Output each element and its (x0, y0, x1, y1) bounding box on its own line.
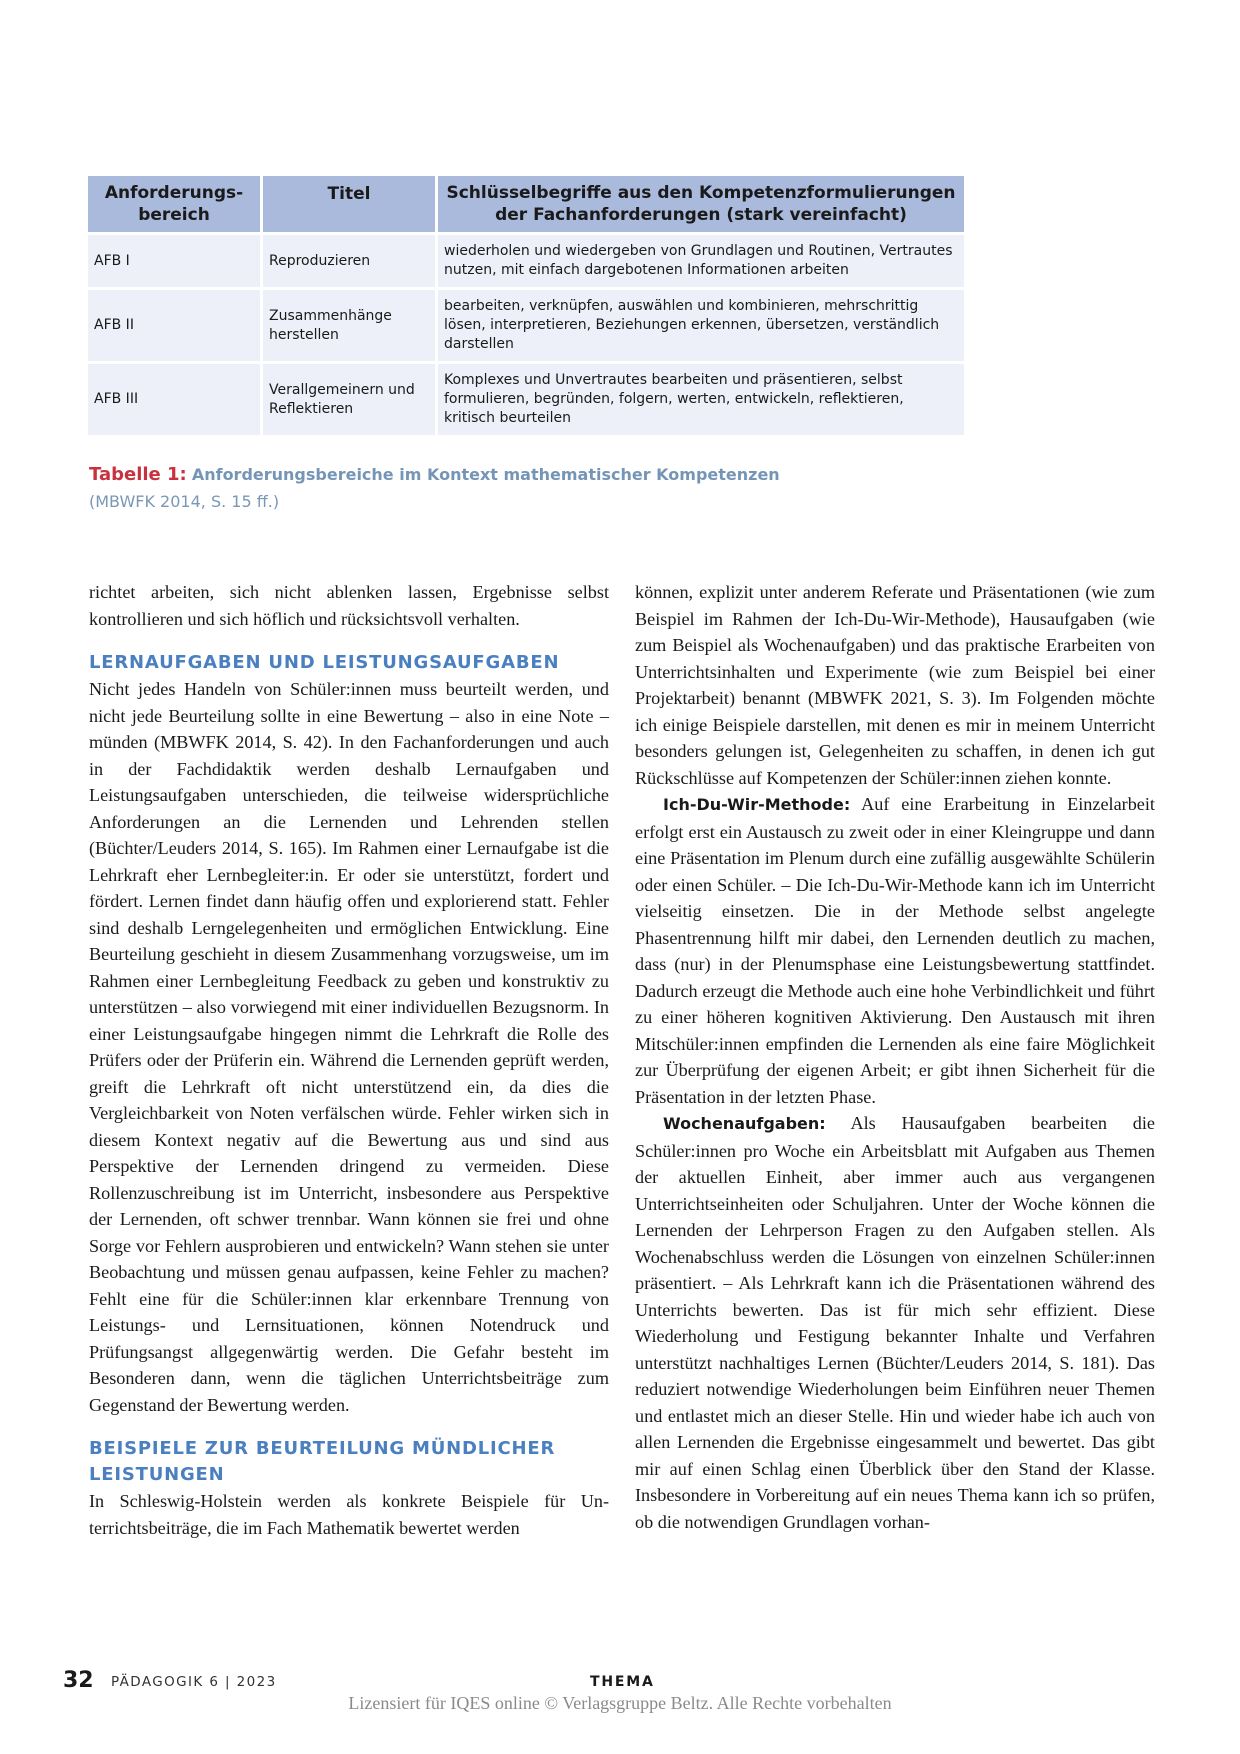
run-in-heading-wochenaufgaben: Wochenaufgaben: (663, 1114, 826, 1133)
wochenaufgaben-paragraph (635, 1110, 1155, 1535)
header-bereich-line2: bereich (138, 205, 210, 225)
page-number: 32 (63, 1668, 94, 1693)
body-paragraph: In Schleswig-Holstein werden als konkrete Beispiele für Unterrichtsbeiträge, die im Fach Mathematik bewertet werden (89, 1491, 609, 1538)
cell-bereich: AFB II (88, 290, 260, 361)
table-caption (89, 461, 969, 515)
run-in-heading-ich-du-wir: Ich-Du-Wir-Methode: (663, 795, 851, 814)
journal-issue: PÄDAGOGIK 6 | 2023 (111, 1674, 277, 1690)
header-schluesselbegriffe-line1: Schlüsselbegriffe aus den Kompetenzformulierungen (446, 183, 956, 203)
caption-label: Tabelle 1: (89, 464, 187, 485)
header-bereich (88, 176, 260, 232)
caption-title: Anforderungsbereiche im Kontext mathematischer Kompetenzen (191, 465, 780, 484)
cell-titel: Verallgemeinern und Reflektieren (263, 364, 435, 435)
cell-titel: Reproduzieren (263, 235, 435, 287)
table-row (88, 235, 964, 287)
wochenaufgaben-text: Als Hausaufgaben bearbeiten die Schüler:innen pro Woche ein Arbeitsblatt mit Aufgaben aus Themen der aktuellen Einheit, aber immer auch aus vergangenen Unterrichtseinheiten oder Schuljahren. Unter der Woche können die Lernenden der Lehrperson Fragen zu den Aufgaben stellen. Als Wochenabschluss werden die Lösungen von einzelnen Schüler:innen präsentiert. – Als Lehrkraft kann ich die Präsentationen während des Unterrichts bewerten. Das ist für mich sehr effizient. Diese Wiederholung und Festigung bekannter Inhalte und Verfahren unterstützt nachhaltiges Lernen (Büchter/Leuders 2014, S. 181). Das reduziert notwendige Wiederholungen beim Einführen neuer Themen und entlastet mich an dieser Stelle. Hin und wieder habe ich auch von allen Lernenden die Ergebnisse eingesammelt und bewertet. Das gibt mir auf einen Schlag einen Überblick über den Stand der Klasse. Insbesondere in Vorbereitung auf ein neues Thema kann ich so prüfen, ob die notwendigen Grundlagen vorhan- (635, 1113, 1155, 1532)
cell-begriffe: bearbeiten, verknüpfen, auswählen und kombinieren, mehrschrittig lösen, interpretieren, Beziehungen erkennen, übersetzen, verständlich darstellen (438, 290, 964, 361)
section-label: THEMA (590, 1674, 655, 1690)
header-bereich-line1: Anforderungs- (104, 183, 244, 203)
cell-begriffe: wiederholen und wiedergeben von Grundlagen und Routinen, Vertrautes nutzen, mit einfach dargebotenen Informationen arbeiten (438, 235, 964, 287)
body-paragraph: Nicht jedes Handeln von Schüler:innen muss beurteilt werden, und nicht jede Beurteilung sollte in eine Bewertung – also in eine Note – münden (MBWFK 2014, S. 42). In den Fachanforderungen und auch in der Fachdidaktik werden deshalb Lernaufgaben und Leistungsaufgaben unterschieden, die teilweise widersprüchliche Anforderungen an die Lernenden und Lehrenden stellen (Büchter/Leuders 2014, S. 165). Im Rahmen einer Lernaufgabe ist die Lehrkraft eher Lernbegleiter:in. Er oder sie unterstützt, fordert und fördert. Lernen findet dann häufig offen und explorierend statt. Fehler sind deshalb Lerngelegenheiten und ermöglichen Entwicklung. Eine Beurteilung geschieht in diesem Zusammenhang vorzugsweise, um im Rahmen einer Lernbegleitung Feedback zu geben und konstruktiv zu unterstützen – also vorwiegend mit einer individuellen Bezugsnorm. In einer Leistungsaufgabe hingegen nimmt die Lehrkraft die Rolle des Prüfers oder der Prüferin ein. Während die Lernenden geprüft werden, greift die Lehrkraft oft nicht unterstützend ein, da dies die Vergleichbarkeit von Noten verfälschen würde. Fehler wirken sich in diesem Kontext negativ auf die Bewertung aus und sind aus Perspektive der Lernenden dringend zu vermeiden. Diese Rollenzuschreibung ist im Unterricht, insbesondere aus Perspektive der Lernenden, oft schwer trennbar. Wann können sie frei und ohne Sorge vor Fehlern ausprobieren und entwickeln? Wann stehen sie unter Beobachtung und müssen genau aufpassen, keine Fehler zu machen? Fehlt eine für die Schüler:innen klar erkennbare Trennung von Leistungs- und Lernsituationen, können Notendruck und Prüfungsangst allgegenwärtig werden. Die Gefahr besteht im Besonderen dann, wenn die täglichen Unterrichtsbeiträge zum Gegenstand der Bewertung werden. (89, 679, 609, 1415)
ich-du-wir-paragraph (635, 791, 1155, 1110)
header-schluesselbegriffe (438, 176, 964, 232)
text-column-left (89, 579, 609, 1541)
requirement-areas-table (85, 173, 967, 438)
body-paragraph: können, explizit unter anderem Referate und Präsentationen (wie zum Beispiel im Rahmen der Ich-Du-Wir-Methode), Hausaufgaben (wie zum Beispiel als Wochenaufgaben) und das praktische Erarbeiten von Unterrichtsinhalten und Experimente (wie zum Beispiel bei einer Projektarbeit) benannt (MBWFK 2021, S. 3). Im Folgenden möchte ich einige Beispiele darstellen, mit denen es mir in meinem Unterricht besonders gelungen ist, Gelegenheiten zu schaffen, in denen ich gut Rückschlüsse auf Kompetenzen der Schüler:innen ziehen konnte. (635, 582, 1155, 788)
section-heading-lernaufgaben: LERNAUFGABEN UND LEISTUNGSAUFGABEN (89, 652, 560, 673)
ich-du-wir-text: Auf eine Erarbeitung in Einzelarbeit erfolgt erst ein Austausch zu zweit oder in einer Kleingruppe und dann eine Präsentation im Plenum durch eine zufällig ausgewählte Schülerin oder einen Schüler. – Die Ich-Du-Wir-Methode kann ich im Unterricht vielseitig einsetzen. Die in der Methode selbst angelegte Phasentrennung hilft mir dabei, den Lernenden deutlich zu machen, dass (nur) in der Plenumsphase eine Leistungsbewertung stattfindet. Dadurch erzeugt die Methode auch eine hohe Verbindlichkeit und führt zu einer höheren kognitiven Aktivierung. Den Austausch mit ihren Mitschüler:innen empfinden die Lernenden als eine faire Möglichkeit zur Überprüfung der eigenen Arbeit; er gibt ihnen Sicherheit für die Präsentation in der letzten Phase. (635, 794, 1155, 1107)
text-column-right (635, 579, 1155, 1535)
table-row (88, 290, 964, 361)
cell-bereich: AFB III (88, 364, 260, 435)
header-titel: Titel (263, 176, 435, 232)
cell-begriffe: Komplexes und Unvertrautes bearbeiten und präsentieren, selbst formulieren, begründen, folgern, werten, entwickeln, reflektieren, kritisch beurteilen (438, 364, 964, 435)
table-header-row (88, 176, 964, 232)
cell-titel: Zusammenhänge herstellen (263, 290, 435, 361)
cell-bereich: AFB I (88, 235, 260, 287)
license-notice: Lizensiert für IQES online © Verlagsgruppe Beltz. Alle Rechte vorbehalten (348, 1693, 892, 1713)
intro-paragraph: richtet arbeiten, sich nicht ablenken lassen, Ergebnisse selbst kontrollieren und sich höflich und rücksichtsvoll verhalten. (89, 582, 609, 629)
caption-source: (MBWFK 2014, S. 15 ff.) (89, 492, 280, 511)
header-schluesselbegriffe-line2: der Fachanforderungen (stark vereinfacht) (495, 205, 907, 225)
section-heading-beispiele: BEISPIELE ZUR BEURTEILUNG MÜNDLICHER LEISTUNGEN (89, 1438, 556, 1485)
table-row (88, 364, 964, 435)
